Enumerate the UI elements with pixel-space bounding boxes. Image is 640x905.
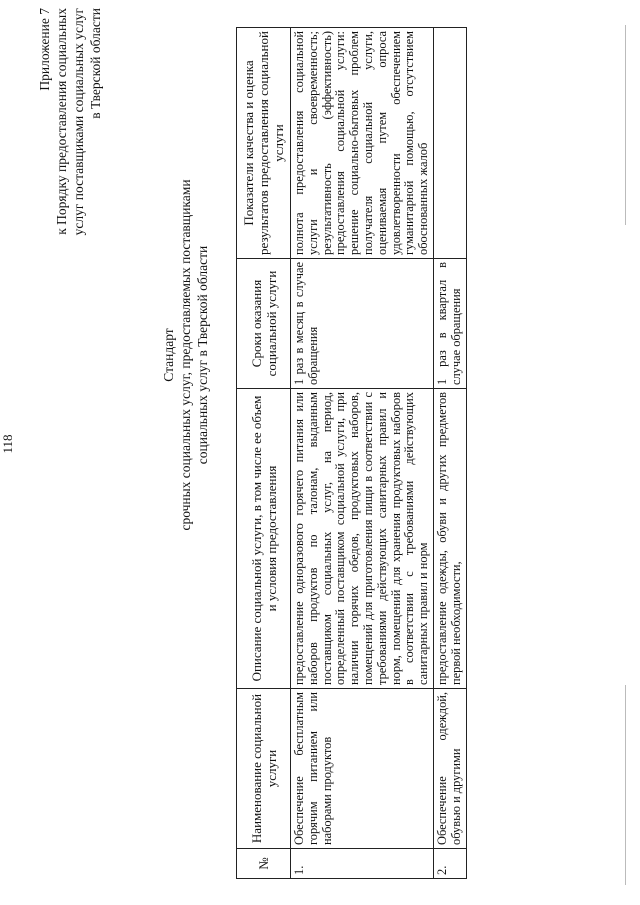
service-name: Обеспечение бесплатным горячим питанием или наборами продуктов [291,689,434,849]
appendix-line: услуг поставщиками социальных услуг [71,8,86,236]
document-title [160,55,211,655]
appendix-line: к Порядку предоставления социальных [54,8,69,235]
appendix-line: Приложение 7 [37,8,52,91]
header-description: Описание социальной услуги, в том числе ее объем и условия предоставления [237,389,291,689]
title-line: социальных услуг в Тверской области [195,245,210,465]
page-number: 118 [0,434,15,454]
table-header-row [237,28,291,879]
service-quality: полнота предоставления социальной услуги и своевременность; результативность (эффективность) предоставления социальной услуги: решение социально-бытовых проблем получателя социальной услуги, оцениваемая путем опроса удовлетворенности обеспечением гуманитарной помощью, отсутствием обоснованных жалоб [291,28,434,259]
service-quality [433,28,466,259]
service-term: 1 раз в месяц в случае обращения [291,259,434,389]
service-description: предоставление одноразового горячего питания или наборов продуктов по талонам, выданным поставщиком социальных услуг, на период, определенный поставщиком социальной услуги, при наличии горячих обедов, продуктовых наборов, помещений для приготовления пищи в соответствии с требованиями действующих санитарных правил и норм, помещений для хранения продуктовых наборов в соответствии с требованиями действующих санитарных правил и норм [291,389,434,689]
service-name: Обеспечение одеждой, обувью и другими [433,689,466,849]
table-row [433,28,466,879]
row-number: 1. [291,849,434,879]
header-service-name: Наименование социальной услуги [237,689,291,849]
header-quality: Показатели качества и оценка результатов предоставления социальной услуги [237,28,291,259]
header-number: № [237,849,291,879]
header-term: Сроки оказания социальной услуги [237,259,291,389]
standard-table [236,27,467,879]
page-edge-divider [625,685,626,885]
title-line: Стандарт [161,328,176,382]
appendix-line: в Тверской области [88,8,103,119]
page-edge-divider [625,25,626,225]
table-row [291,28,434,879]
title-line: срочных социальных услуг, предоставляемых поставщиками [178,179,193,531]
appendix-header [36,8,104,368]
service-description: предоставление одежды, обуви и других предметов первой необходимости, [433,389,466,689]
service-term: 1 раз в квартал в случае обращения [433,259,466,389]
row-number: 2. [433,849,466,879]
